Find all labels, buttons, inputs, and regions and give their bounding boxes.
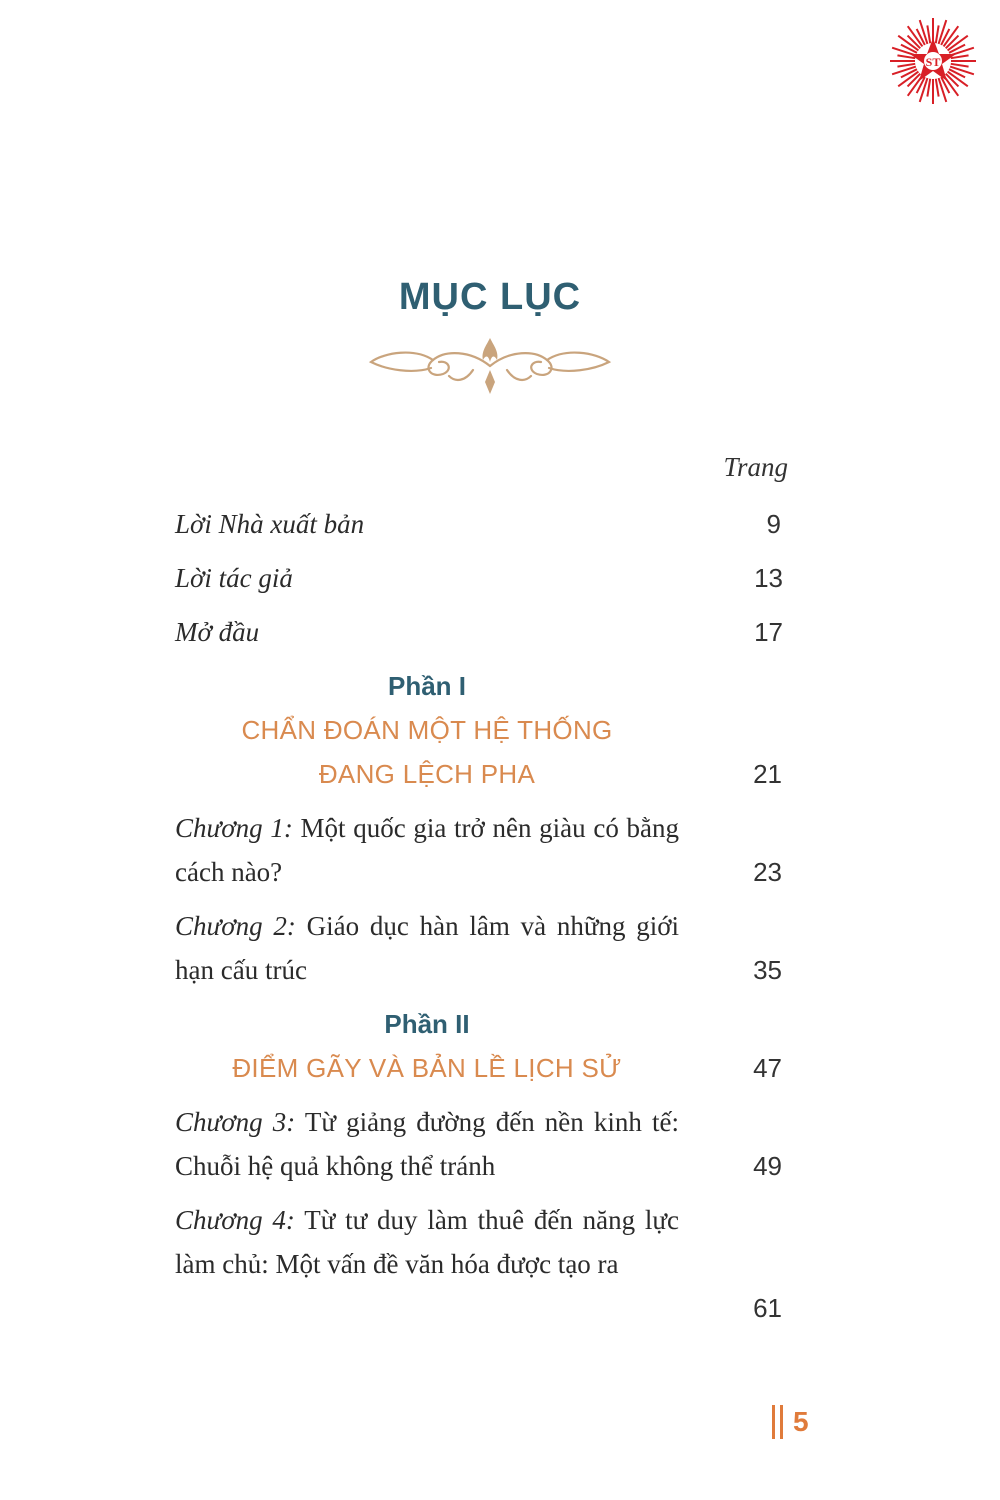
logo-ray xyxy=(936,25,939,43)
chapter-page: 61 xyxy=(753,1293,782,1323)
double-bar-icon xyxy=(772,1405,783,1439)
toc-entry-title: Mở đầu xyxy=(175,617,260,647)
chapter-title: Một quốc gia trở nên giàu có bằng cách nào? xyxy=(175,813,680,887)
chapter-title: Từ giảng đường đến nền kinh tế: Chuỗi hệ quả không thể tránh xyxy=(175,1107,679,1181)
toc-chapter-1[interactable] xyxy=(175,806,679,894)
logo-ray xyxy=(936,79,939,97)
toc-chapter-2[interactable] xyxy=(175,904,679,992)
chapter-page: 35 xyxy=(753,955,782,985)
toc-chapter-3[interactable] xyxy=(175,1100,679,1188)
part-title[interactable]: ĐANG LỆCH PHA xyxy=(318,759,536,789)
publisher-logo xyxy=(888,16,978,106)
part-page: 21 xyxy=(753,759,782,789)
logo-monogram: ST xyxy=(925,55,941,69)
page-title: MỤC LỤC xyxy=(398,276,582,318)
chapter-title: Từ tư duy làm thuê đến năng lực làm chủ: Một vấn đề văn hóa được tạo ra xyxy=(175,1205,679,1279)
part-title[interactable]: CHẨN ĐOÁN MỘT HỆ THỐNG xyxy=(241,715,613,745)
chapter-label: Chương 1: xyxy=(175,813,293,843)
chapter-page: 23 xyxy=(753,857,782,887)
logo-ray xyxy=(927,79,930,97)
toc-entry-page: 9 xyxy=(766,509,781,539)
chapter-title: Giáo dục hàn lâm và những giới hạn cấu trúc xyxy=(175,911,680,985)
logo-ray xyxy=(927,25,930,43)
page-column-heading: Trang xyxy=(723,452,788,482)
page-number-value: 5 xyxy=(793,1406,809,1437)
part-label: Phần I xyxy=(387,671,466,701)
toc-entry-title: Lời tác giả xyxy=(175,563,293,593)
logo-ray xyxy=(897,64,915,67)
toc-entry-page: 17 xyxy=(754,617,783,647)
toc-chapter-4[interactable] xyxy=(175,1198,679,1286)
chapter-label: Chương 4: xyxy=(175,1205,295,1235)
part-page: 47 xyxy=(753,1053,782,1083)
part-title[interactable]: ĐIỂM GÃY VÀ BẢN LỀ LỊCH SỬ xyxy=(232,1053,622,1083)
toc-entry-title: Lời Nhà xuất bản xyxy=(175,509,365,539)
chapter-label: Chương 3: xyxy=(175,1107,296,1137)
chapter-page: 49 xyxy=(753,1151,782,1181)
star-seal-icon xyxy=(888,16,978,106)
part-label: Phần II xyxy=(384,1009,470,1039)
page-number xyxy=(772,1402,809,1442)
flourish-ornament-icon xyxy=(365,330,615,398)
toc-entry-page: 13 xyxy=(754,563,783,593)
chapter-label: Chương 2: xyxy=(175,911,296,941)
logo-ray xyxy=(951,64,969,67)
